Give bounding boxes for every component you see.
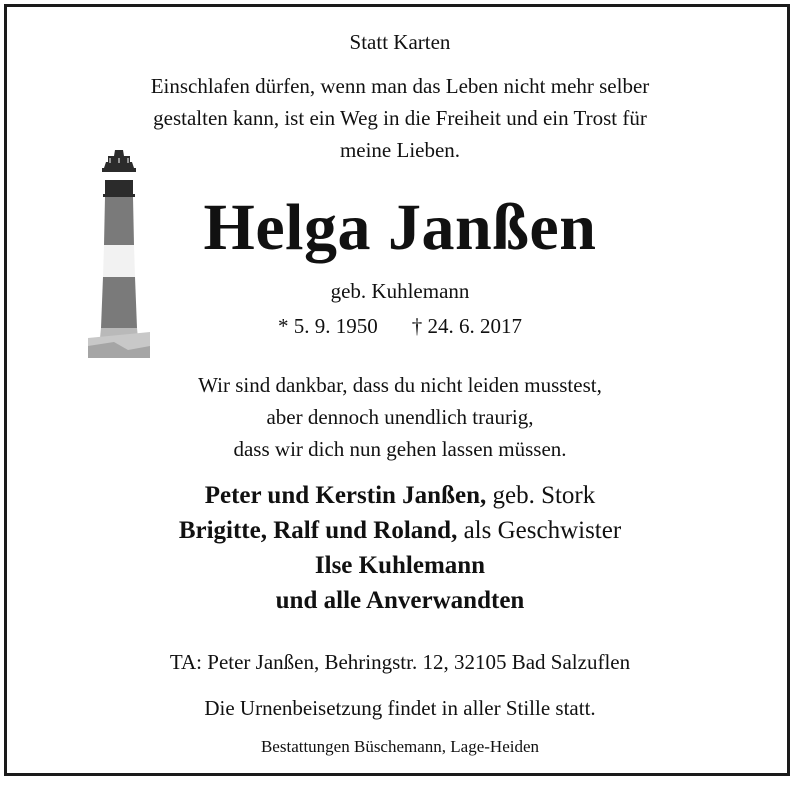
poem-line-1: Einschlafen dürfen, wenn man das Leben nicht mehr selber [150, 74, 650, 98]
verse-line-1: Wir sind dankbar, dass du nicht leiden musstest, [198, 373, 602, 397]
verse-line-3: dass wir dich nun gehen lassen müssen. [233, 437, 567, 461]
address-line: TA: Peter Janßen, Behringstr. 12, 32105 Bad Salzuflen [169, 650, 631, 674]
verse-line-2: aber dennoch unendlich traurig, [266, 405, 534, 429]
death-date: † 24. 6. 2017 [411, 314, 522, 338]
deceased-name: Helga Janßen [203, 191, 597, 264]
poem-line-2: gestalten kann, ist ein Weg in die Freiheit und ein Trost für [153, 106, 647, 130]
birth-date: * 5. 9. 1950 [278, 314, 378, 338]
mourner-note: geb. Stork [492, 482, 596, 509]
mourner-note: als Geschwister [463, 517, 622, 544]
mourner-line-4 [0, 587, 800, 615]
header-statt-karten: Statt Karten [349, 30, 451, 54]
burial-notice: Die Urnenbeisetzung findet in aller Stille statt. [204, 696, 596, 720]
life-dates [0, 314, 800, 339]
mourner-line-2 [0, 517, 800, 545]
mourner-line-3 [0, 552, 800, 580]
mourner-names: Ilse Kuhlemann [314, 552, 486, 579]
funeral-home: Bestattungen Büschemann, Lage-Heiden [260, 737, 540, 756]
mourner-line-1 [0, 482, 800, 510]
maiden-name: geb. Kuhlemann [330, 279, 470, 303]
mourner-names: Brigitte, Ralf und Roland, [178, 517, 458, 544]
mourner-names: und alle Anverwandten [275, 587, 525, 614]
poem-line-3: meine Lieben. [339, 138, 461, 162]
mourner-names: Peter und Kerstin Janßen, [204, 482, 487, 509]
